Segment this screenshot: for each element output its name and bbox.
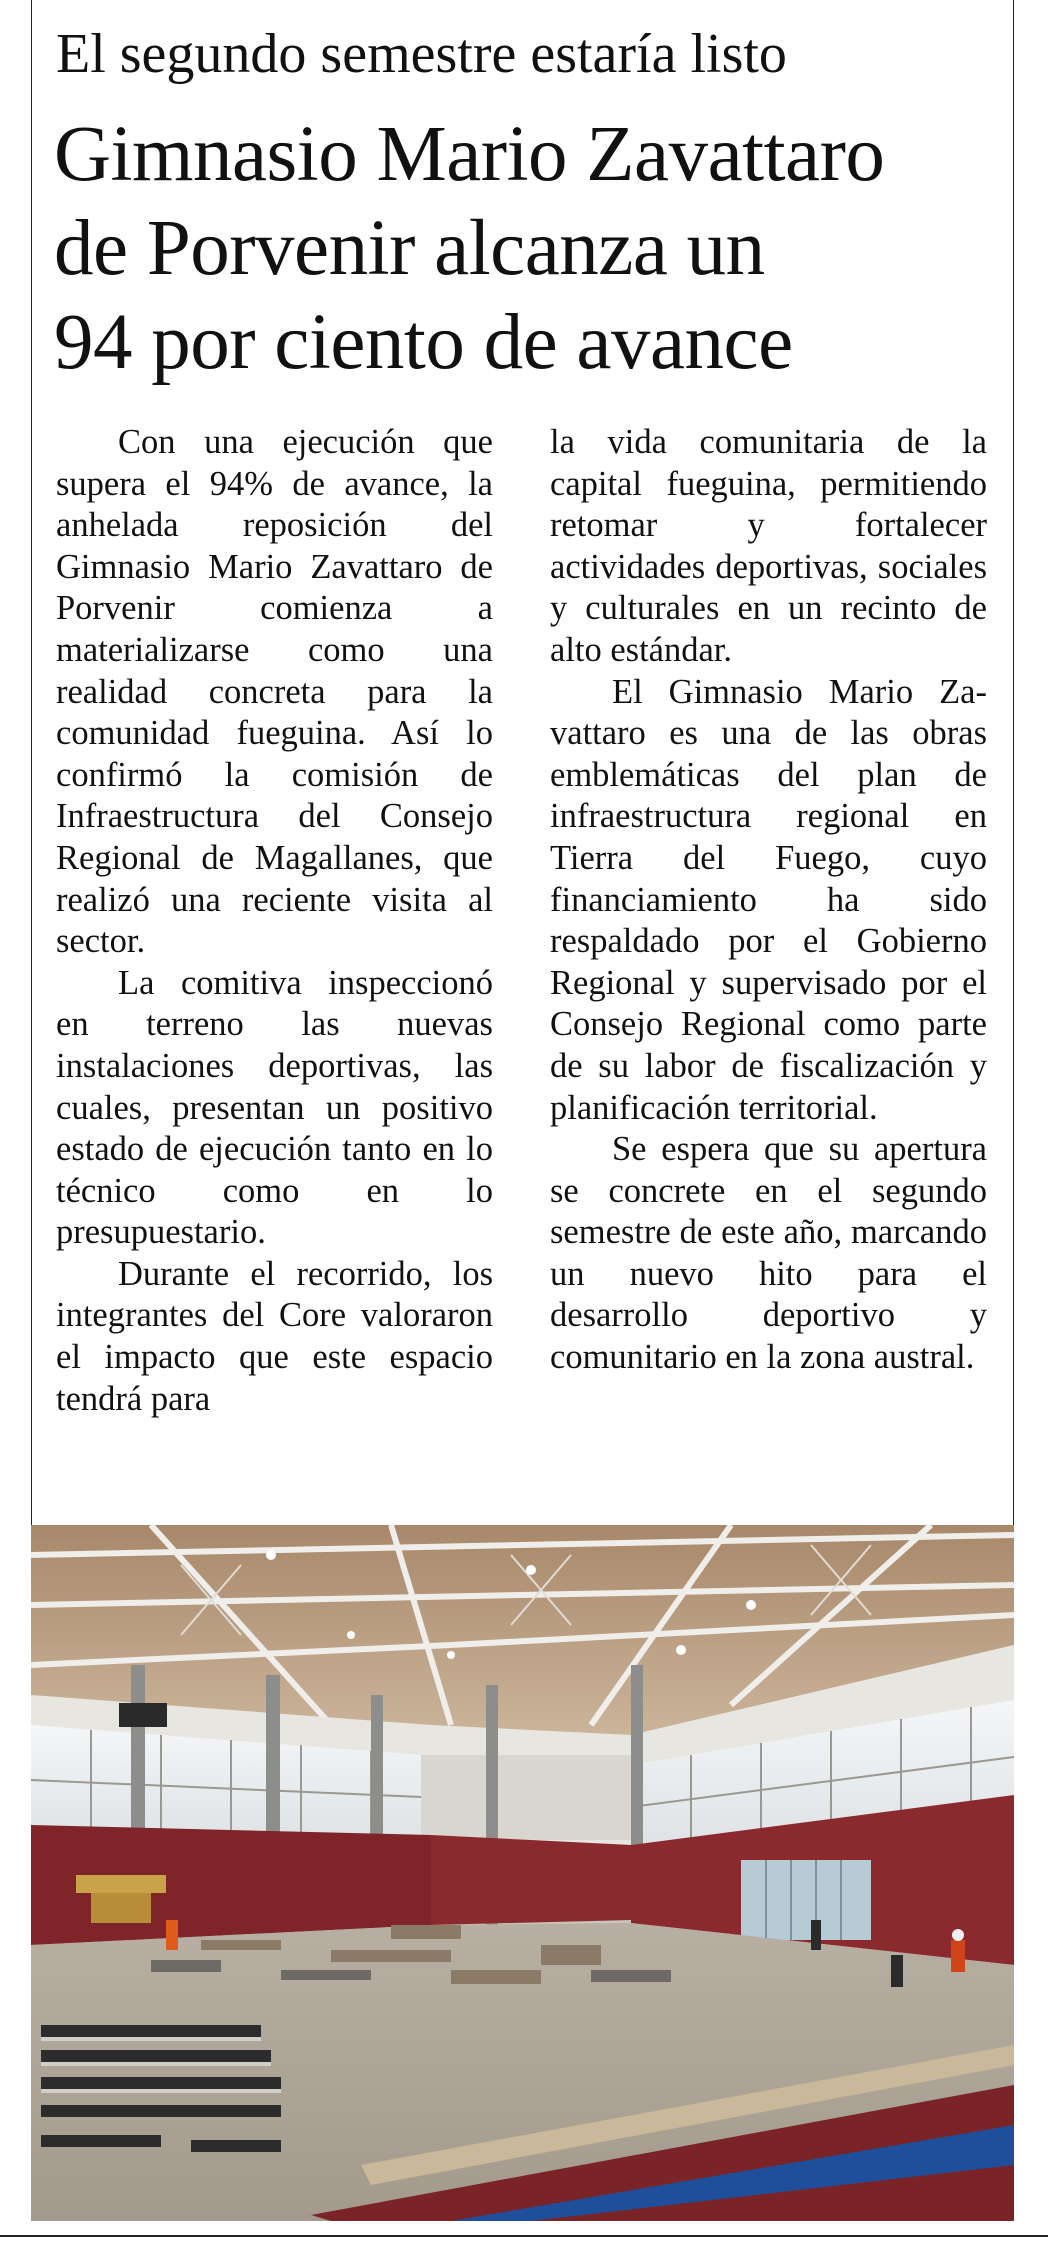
headline-line: 94 por ciento de avance xyxy=(54,299,793,386)
paragraph: Durante el recorrido, los integrantes del Core valoraron el impacto que este espacio tendrá para xyxy=(56,1254,493,1418)
article-column-right xyxy=(550,422,987,1379)
kicker: El segundo semestre estaría listo xyxy=(56,23,787,85)
article-column-left xyxy=(56,422,493,1420)
paragraph: El Gimnasio Mario Zavattaro es una de las obras emblemáticas del plan de infraestructura regional en Tierra del Fuego, cuyo financiamiento ha sido respaldado por el Gobierno Regional y supervisado por el Consejo Regional como parte de su labor de fiscalización y planificación territorial. xyxy=(550,672,987,1127)
headline xyxy=(54,108,1004,390)
paragraph: La comitiva inspeccionó en terreno las nuevas instalaciones deportivas, las cuales, presentan un positivo estado de ejecución tanto en lo técnico como en lo presupuestario. xyxy=(56,963,493,1252)
paragraph: Con una ejecución que supera el 94% de avance, la anhelada reposición del Gimnasio Mario Zavattaro de Porvenir comienza a materializarse como una realidad concreta para la comunidad fueguina. Así lo confirmó la comisión de Infraestructura del Consejo Regional de Magallanes, que realizó una reciente visita al sector. xyxy=(56,423,493,961)
paragraph: Se espera que su apertura se concrete en el segundo semestre de este año, marcando un nuevo hito para el desarrollo deportivo y comunitario en la zona austral. xyxy=(550,1130,987,1377)
headline-line: de Porvenir alcanza un xyxy=(54,205,765,292)
headline-line: Gimnasio Mario Zavattaro xyxy=(54,111,885,198)
gym-interior-photo xyxy=(31,1525,1014,2221)
paragraph: la vida comunitaria de la capital fueguina, permitiendo retomar y fortalecer actividades deportivas, sociales y culturales en un recinto de alto estándar. xyxy=(550,423,987,669)
left-border-rule xyxy=(31,0,32,1525)
bottom-rule xyxy=(0,2235,1048,2237)
